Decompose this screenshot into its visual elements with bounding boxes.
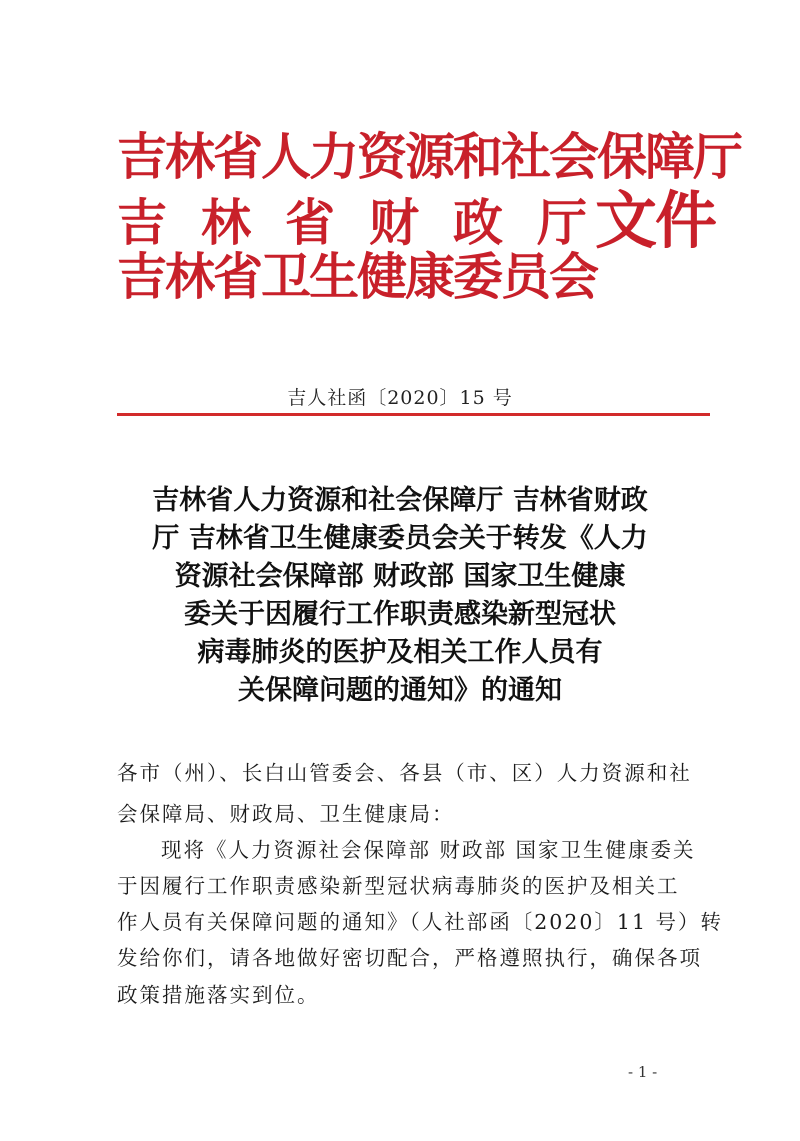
issuer-line-health: 吉林省卫生健康委员会 bbox=[117, 248, 597, 306]
title-line: 关保障问题的通知》的通知 bbox=[238, 675, 562, 706]
title-line: 厅 吉林省卫生健康委员会关于转发《人力 bbox=[152, 523, 648, 554]
body-paragraph-line: 政策措施落实到位。 bbox=[117, 983, 320, 1007]
title-line: 病毒肺炎的医护及相关工作人员有 bbox=[197, 637, 603, 668]
issuer-line-finance-char: 吉 bbox=[117, 194, 167, 252]
issuer-line-hrss: 吉林省人力资源和社会保障厅 bbox=[117, 128, 741, 186]
title-line: 吉林省人力资源和社会保障厅 吉林省财政 bbox=[152, 485, 648, 516]
body-paragraph-line: 作人员有关保障问题的通知》（人社部函〔2020〕11 号）转 bbox=[117, 910, 724, 934]
red-separator-line bbox=[117, 413, 710, 416]
title-line: 资源社会保障部 财政部 国家卫生健康 bbox=[174, 561, 626, 592]
issuer-line-finance-char: 政 bbox=[453, 194, 503, 252]
page-number: - 1 - bbox=[628, 1063, 658, 1081]
issuer-line-finance bbox=[117, 194, 587, 252]
addressee-line: 会保障局、财政局、卫生健康局： bbox=[117, 802, 455, 826]
document-label: 文件 bbox=[595, 184, 716, 257]
document-title bbox=[100, 482, 700, 710]
body-paragraph-line: 于因履行工作职责感染新型冠状病毒肺炎的医护及相关工 bbox=[117, 874, 680, 898]
body-paragraph-line: 现将《人力资源社会保障部 财政部 国家卫生健康委关 bbox=[161, 838, 696, 862]
issuer-line-finance-char: 厅 bbox=[537, 194, 587, 252]
issuer-line-finance-char: 林 bbox=[201, 194, 251, 252]
body-paragraph-line: 发给你们，请各地做好密切配合，严格遵照执行，确保各项 bbox=[117, 946, 702, 970]
title-line: 委关于因履行工作职责感染新型冠状 bbox=[184, 599, 616, 630]
issuer-line-finance-char: 财 bbox=[369, 194, 419, 252]
addressee-line: 各市（州）、长白山管委会、各县（市、区）人力资源和社 bbox=[117, 761, 692, 785]
issuer-line-finance-char: 省 bbox=[285, 194, 335, 252]
document-number: 吉人社函〔2020〕15 号 bbox=[287, 387, 513, 409]
